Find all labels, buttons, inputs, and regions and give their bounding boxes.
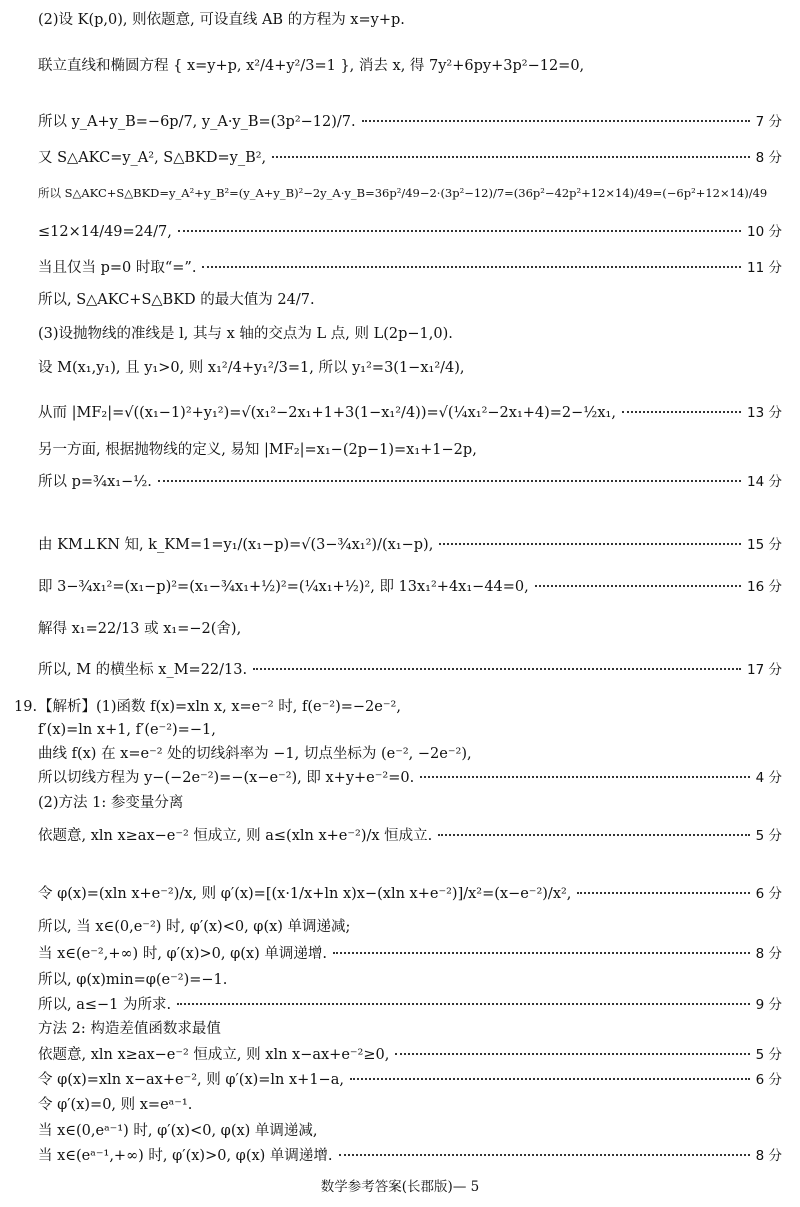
dot-leader [438, 834, 749, 836]
solution-text: 依题意, xln x≥ax−e⁻² 恒成立, 则 xln x−ax+e⁻²≥0, [38, 1047, 390, 1063]
score-points: 5 分 [755, 828, 782, 844]
score-points: 17 分 [747, 662, 782, 678]
solution-text: ≤12×14/49=24/7, [38, 224, 172, 240]
solution-line [38, 535, 782, 555]
dot-leader [333, 952, 750, 954]
solution-line [38, 258, 782, 278]
solution-text: 令 φ′(x)=0, 则 x=eᵃ⁻¹. [38, 1097, 193, 1113]
solution-text: 所以, 当 x∈(0,e⁻²) 时, φ′(x)<0, φ(x) 单调递减; [38, 919, 351, 935]
solution-line [38, 56, 782, 76]
score-points: 15 分 [747, 537, 782, 553]
solution-text: 联立直线和椭圆方程 { x=y+p, x²/4+y²/3=1 }, 消去 x, 得 7y²+6py+3p²−12=0, [38, 58, 585, 74]
score-points: 4 分 [755, 770, 782, 786]
solution-line [38, 148, 782, 168]
solution-line [38, 1146, 782, 1166]
solution-line [38, 768, 782, 788]
solution-text: 当 x∈(eᵃ⁻¹,+∞) 时, φ′(x)>0, φ(x) 单调递增. [38, 1148, 333, 1164]
score-points: 7 分 [755, 114, 782, 130]
solution-text: 解得 x₁=22/13 或 x₁=−2(舍), [38, 621, 242, 637]
score-points: 10 分 [747, 224, 782, 240]
dot-leader [535, 585, 741, 587]
solution-text: 设 M(x₁,y₁), 且 y₁>0, 则 x₁²/4+y₁²/3=1, 所以 y₁²=3(1−x₁²/4), [38, 360, 465, 376]
score-points: 13 分 [747, 405, 782, 421]
solution-text: 依题意, xln x≥ax−e⁻² 恒成立, 则 a≤(xln x+e⁻²)/x 恒成立. [38, 828, 433, 844]
solution-line [38, 970, 782, 990]
solution-text: 从而 |MF₂|=√((x₁−1)²+y₁²)=√(x₁²−2x₁+1+3(1−x₁²/4))=√(¼x₁²−2x₁+4)=2−½x₁, [38, 405, 616, 421]
dot-leader [272, 156, 749, 158]
solution-line [38, 324, 782, 344]
dot-leader [577, 892, 749, 894]
dot-leader [420, 776, 749, 778]
solution-line [38, 1121, 782, 1141]
solution-line [38, 440, 782, 460]
solution-line [38, 1045, 782, 1065]
dot-leader [178, 230, 741, 232]
solution-text: 方法 2: 构造差值函数求最值 [38, 1021, 221, 1037]
score-points: 6 分 [755, 886, 782, 902]
score-points: 5 分 [755, 1047, 782, 1063]
solution-line [38, 10, 782, 30]
solution-text: (3)设抛物线的准线是 l, 其与 x 轴的交点为 L 点, 则 L(2p−1,0). [38, 326, 453, 342]
score-points: 8 分 [755, 946, 782, 962]
solution-text: 【解析】(1)函数 f(x)=xln x, x=e⁻² 时, f(e⁻²)=−2e⁻², [38, 699, 401, 715]
solution-line [38, 744, 782, 764]
solution-text: 即 3−¾x₁²=(x₁−p)²=(x₁−¾x₁+½)²=(¼x₁+½)², 即 13x₁²+4x₁−44=0, [38, 579, 529, 595]
solution-line [38, 358, 782, 378]
solution-text: 令 φ(x)=xln x−ax+e⁻², 则 φ′(x)=ln x+1−a, [38, 1072, 344, 1088]
solution-line [38, 995, 782, 1015]
score-points: 8 分 [755, 150, 782, 166]
score-points: 11 分 [747, 260, 782, 276]
solution-line [38, 290, 782, 310]
solution-text: 另一方面, 根据抛物线的定义, 易知 |MF₂|=x₁−(2p−1)=x₁+1−2p, [38, 442, 477, 458]
solution-text: 所以, S△AKC+S△BKD 的最大值为 24/7. [38, 292, 315, 308]
score-points: 8 分 [755, 1148, 782, 1164]
score-points: 9 分 [755, 997, 782, 1013]
solution-text: 所以, a≤−1 为所求. [38, 997, 172, 1013]
solution-line [38, 660, 782, 680]
solution-line [38, 826, 782, 846]
solution-line [38, 944, 782, 964]
score-points: 14 分 [747, 474, 782, 490]
solution-line [38, 793, 782, 813]
dot-leader [339, 1154, 750, 1156]
solution-text: 曲线 f(x) 在 x=e⁻² 处的切线斜率为 −1, 切点坐标为 (e⁻², −2e⁻²), [38, 746, 472, 762]
solution-text: 所以 p=¾x₁−½. [38, 474, 152, 490]
solution-text: 当且仅当 p=0 时取“=”. [38, 260, 197, 276]
page-footer: 数学参考答案(长郡版)— 5 [320, 1179, 480, 1195]
solution-text: 所以 S△AKC+S△BKD=y_A²+y_B²=(y_A+y_B)²−2y_A·y_B=36p²/49−2·(3p²−12)/7=(36p²−42p²+12×14)/49=(−6p²+12×14)/49 [38, 186, 768, 200]
solution-line [38, 720, 782, 740]
dot-leader [177, 1003, 750, 1005]
solution-text: 所以 y_A+y_B=−6p/7, y_A·y_B=(3p²−12)/7. [38, 114, 356, 130]
solution-text: 又 S△AKC=y_A², S△BKD=y_B², [38, 150, 267, 166]
solution-line [38, 577, 782, 597]
solution-line [38, 472, 782, 492]
solution-text: 所以切线方程为 y−(−2e⁻²)=−(x−e⁻²), 即 x+y+e⁻²=0. [38, 770, 415, 786]
score-points: 16 分 [747, 579, 782, 595]
solution-line [38, 112, 782, 132]
solution-line [38, 1095, 782, 1115]
dot-leader [622, 411, 741, 413]
dot-leader [158, 480, 741, 482]
problem-number: 19. [14, 699, 38, 715]
solution-line [38, 917, 782, 937]
solution-text: 所以, M 的横坐标 x_M=22/13. [38, 662, 248, 678]
solution-line [38, 884, 782, 904]
solution-line [38, 1070, 782, 1090]
solution-line [38, 619, 782, 639]
solution-text: 当 x∈(0,eᵃ⁻¹) 时, φ′(x)<0, φ(x) 单调递减, [38, 1123, 318, 1139]
dot-leader [362, 120, 750, 122]
solution-line [38, 222, 782, 242]
solution-text: 令 φ(x)=(xln x+e⁻²)/x, 则 φ′(x)=[(x·1/x+ln x)x−(xln x+e⁻²)]/x²=(x−e⁻²)/x², [38, 886, 572, 902]
dot-leader [202, 266, 741, 268]
dot-leader [253, 668, 741, 670]
solution-text: 所以, φ(x)min=φ(e⁻²)=−1. [38, 972, 228, 988]
solution-text: 当 x∈(e⁻²,+∞) 时, φ′(x)>0, φ(x) 单调递增. [38, 946, 327, 962]
solution-line [38, 403, 782, 423]
solution-line [38, 1019, 782, 1039]
solution-text: f′(x)=ln x+1, f′(e⁻²)=−1, [38, 722, 216, 738]
dot-leader [350, 1078, 750, 1080]
solution-text: (2)方法 1: 参变量分离 [38, 795, 184, 811]
solution-text: (2)设 K(p,0), 则依题意, 可设直线 AB 的方程为 x=y+p. [38, 12, 405, 28]
solution-text: 由 KM⊥KN 知, k_KM=1=y₁/(x₁−p)=√(3−¾x₁²)/(x₁−p), [38, 537, 434, 553]
solution-line [38, 697, 782, 717]
dot-leader [395, 1053, 749, 1055]
dot-leader [439, 543, 741, 545]
score-points: 6 分 [755, 1072, 782, 1088]
solution-line [38, 183, 782, 203]
